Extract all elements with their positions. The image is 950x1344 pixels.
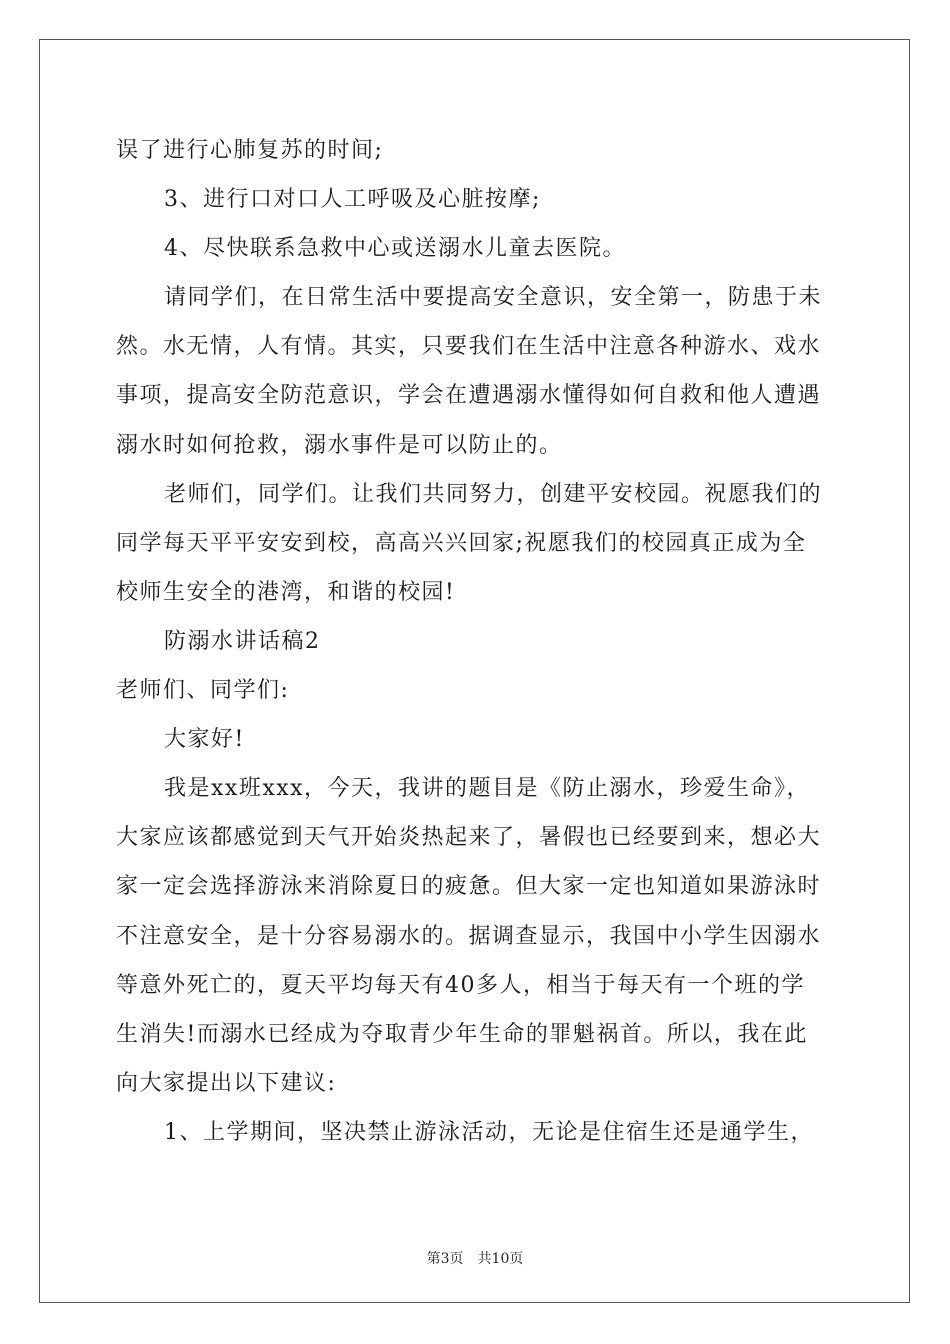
- text-line: 事项，提高安全防范意识，学会在遭遇溺水懂得如何自救和他人遭遇: [116, 383, 822, 409]
- text-line: 生消失!而溺水已经成为夺取青少年生命的罪魁祸首。所以，我在此: [116, 1021, 808, 1047]
- text-line: 溺水时如何抢救，溺水事件是可以防止的。: [116, 432, 563, 458]
- salutation: 老师们、同学们:: [116, 678, 290, 704]
- text-line: 不注意安全，是十分容易溺水的。据调查显示，我国中小学生因溺水: [116, 923, 822, 949]
- document-body: [116, 126, 834, 1157]
- text-line: 家一定会选择游泳来消除夏日的疲惫。但大家一定也知道如果游泳时: [116, 874, 822, 900]
- section-title: 防溺水讲话稿2: [164, 628, 321, 654]
- greeting: 大家好!: [164, 727, 245, 753]
- text-line: 向大家提出以下建议:: [116, 1070, 337, 1096]
- page-number: 第3页 共10页: [426, 1251, 524, 1267]
- text-line: 同学每天平平安安到校，高高兴兴回家;祝愿我们的校园真正成为全: [116, 530, 807, 556]
- text-line: 大家应该都感觉到天气开始炎热起来了，暑假也已经要到来，想必大: [116, 825, 822, 851]
- text-line: 等意外死亡的，夏天平均每天有40多人，相当于每天有一个班的学: [116, 972, 805, 998]
- text-line: 然。水无情，人有情。其实，只要我们在生活中注意各种游水、戏水: [116, 334, 822, 360]
- paragraph-start: 请同学们，在日常生活中要提高安全意识，安全第一，防患于未: [164, 285, 823, 311]
- text-line: 校师生安全的港湾，和谐的校园!: [116, 579, 456, 605]
- paragraph-start: 老师们，同学们。让我们共同努力，创建平安校园。祝愿我们的: [164, 481, 823, 507]
- text-line: 误了进行心肺复苏的时间;: [116, 138, 384, 163]
- text-line: 3、进行口对口人工呼吸及心脏按摩;: [164, 187, 541, 213]
- paragraph-start: 我是xx班xxx，今天，我讲的题目是《防止溺水，珍爱生命》，: [164, 776, 811, 802]
- paragraph-start: 1、上学期间，坚决禁止游泳活动，无论是住宿生还是通学生，: [164, 1119, 814, 1145]
- text-line: 4、尽快联系急救中心或送溺水儿童去医院。: [164, 236, 626, 262]
